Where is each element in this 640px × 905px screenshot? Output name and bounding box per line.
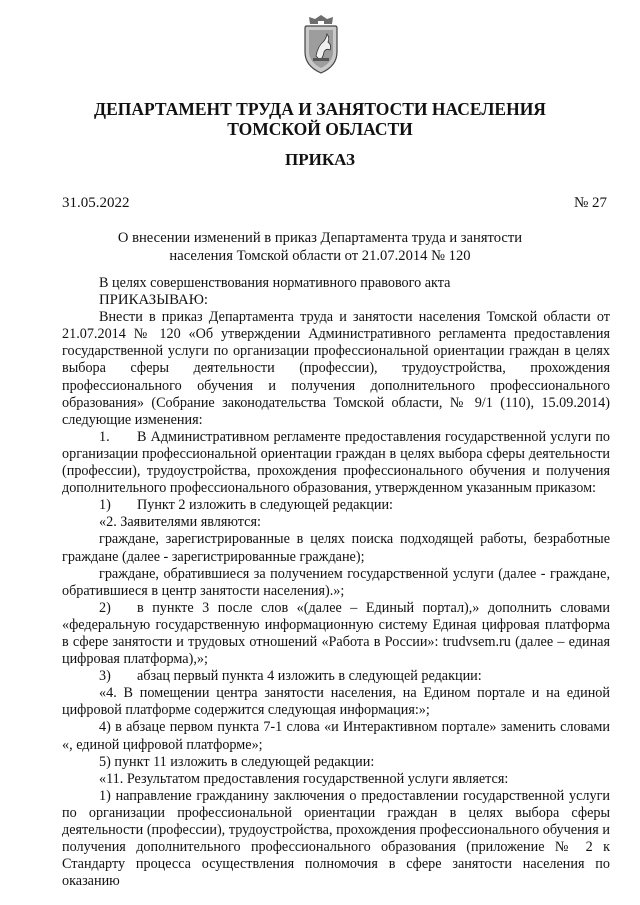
subject-line2: населения Томской области от 21.07.2014 № 120 <box>169 248 471 264</box>
order-word: ПРИКАЗЫВАЮ: <box>99 292 209 309</box>
quote-point-4: «4. В помещении центра занятости населения, на Едином портале и на единой цифровой платформе содержится следующая информация:»; <box>62 685 610 719</box>
intro-paragraph: В целях совершенствования нормативного правового акта <box>99 275 451 291</box>
subitem-1 <box>62 497 610 514</box>
subitem-4: 4) в абзаце первом пункта 7-1 слова «и Интерактивном портале» заменить словами «, единой цифровой платформе»; <box>62 719 610 753</box>
subitem-2 <box>62 600 610 668</box>
quote-point-11: «11. Результатом предоставления государственной услуги является: <box>99 770 509 787</box>
order-date: 31.05.2022 <box>62 195 130 211</box>
subitem-2-number: 2) <box>99 599 111 616</box>
document-body <box>62 275 610 890</box>
subject-line1: О внесении изменений в приказ Департамента труда и занятости <box>117 230 523 246</box>
subitem-3 <box>62 668 610 685</box>
coat-of-arms-icon <box>296 12 346 76</box>
subitem-1-number: 1) <box>99 497 111 514</box>
quote-point-2: «2. Заявителями являются: <box>99 514 261 531</box>
main-paragraph: Внести в приказ Департамента труда и занятости населения Томской области от 21.07.2014 № 120 «Об утверждении Административного регламента предоставления государственной услуги по организации профессиональной ориентации граждан в целях выбора сферы деятельности (профессии), трудоустройства, прохождения профессионального обучения и получения дополнительного профессионального образования» (Собрание законодательства Томской области, № 9/1 (110), 15.09.2014) следующие изменения: <box>62 309 610 428</box>
citizens-registered: граждане, зарегистрированные в целях поиска подходящей работы, безработные граждане (далее - зарегистрированные граждане); <box>62 531 610 565</box>
subitem-3-text: абзац первый пункта 4 изложить в следующей редакции: <box>137 668 482 685</box>
citizens-applied: граждане, обратившиеся за получением государственной услуги (далее - граждане, обратившиеся в центр занятости населения).»; <box>62 565 610 599</box>
subitem-5: 5) пункт 11 изложить в следующей редакции: <box>99 753 375 770</box>
subitem-3-number: 3) <box>99 668 111 685</box>
item-1 <box>62 429 610 497</box>
document-type: ПРИКАЗ <box>285 150 355 169</box>
subitem-2-text: в пункте 3 после слов «(далее – Единый портал),» дополнить словами «федеральную государственную информационную систему Единая цифровая платформа в сфере занятости и трудовых отношений «Работа в России»: trudvsem.ru (далее – единая цифровая платформа),»; <box>62 599 610 668</box>
subitem-1-text: Пункт 2 изложить в следующей редакции: <box>137 497 393 514</box>
department-name-line2: ТОМСКОЙ ОБЛАСТИ <box>227 119 413 139</box>
result-item-1: 1) направление гражданину заключения о предоставлении государственной услуги по организации профессиональной ориентации граждан в целях выбора сферы деятельности (профессии), трудоустройства, прохождения профессионального обучения и получения дополнительного профессионального образования (приложение № 2 к Стандарту процесса осуществления полномочия в сфере занятости населения по оказанию <box>62 787 610 890</box>
order-number: № 27 <box>573 195 607 211</box>
department-name-line1: ДЕПАРТАМЕНТ ТРУДА И ЗАНЯТОСТИ НАСЕЛЕНИЯ <box>94 99 546 119</box>
item-1-text: В Административном регламенте предоставления государственной услуги по организации профессиональной ориентации граждан в целях выбора сферы деятельности (профессии), трудоустройства, прохождения профессионального обучения и получения дополнительного профессионального образования, утвержденном указанным приказом: <box>62 428 610 497</box>
item-1-number: 1. <box>99 428 110 445</box>
